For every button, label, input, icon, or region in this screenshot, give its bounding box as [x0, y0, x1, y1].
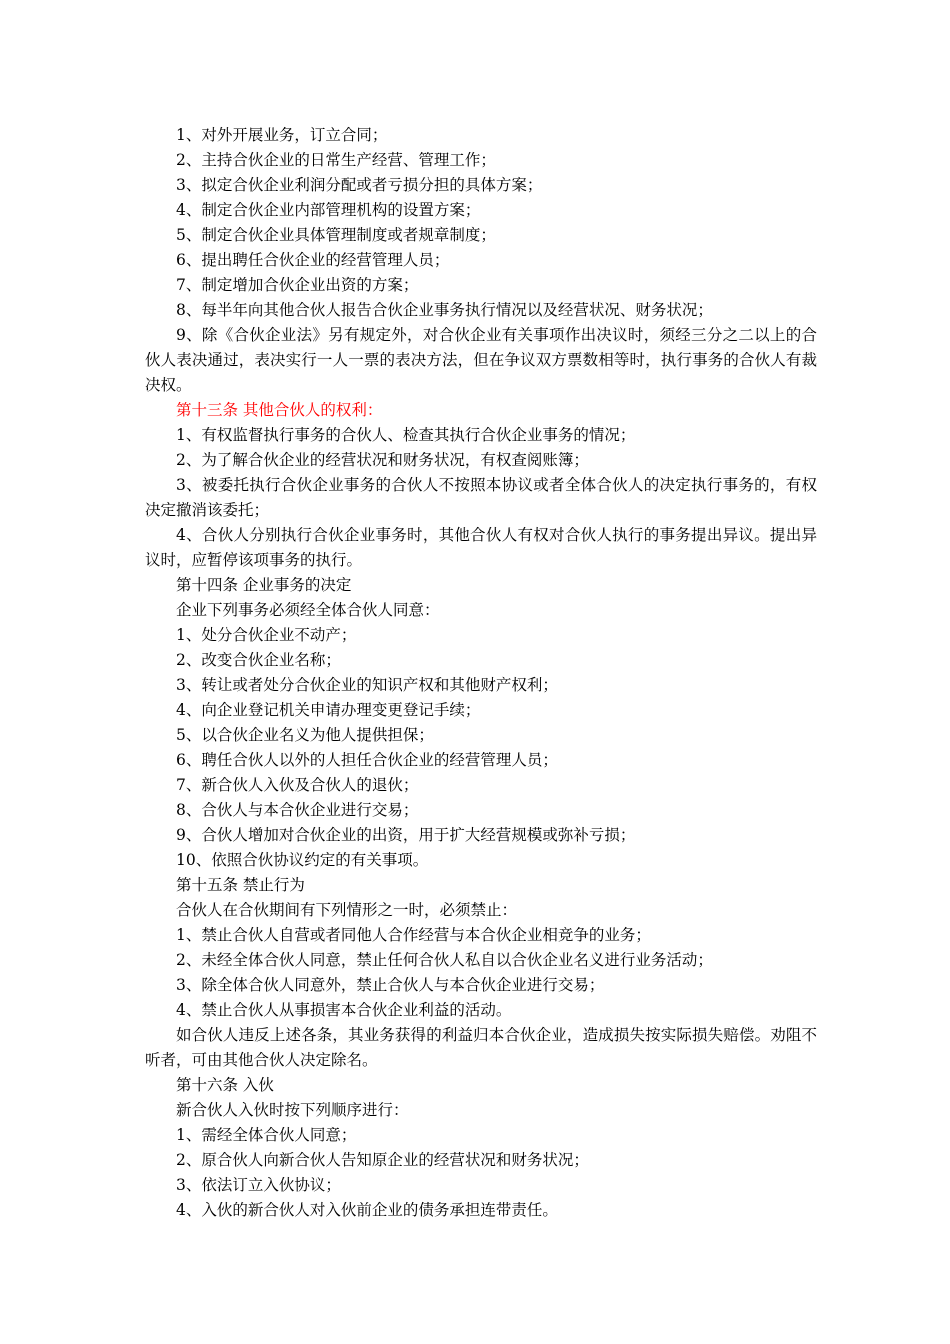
- list-item-10: 10、依照合伙协议约定的有关事项。: [176, 851, 429, 869]
- list-item-2: 2、为了解合伙企业的经营状况和财务状况，有权查阅账簿；: [176, 451, 589, 469]
- list-item-9: 9、合伙人增加对合伙企业的出资，用于扩大经营规模或弥补亏损；: [176, 826, 636, 844]
- list-item-3: 3、除全体合伙人同意外，禁止合伙人与本合伙企业进行交易；: [176, 976, 605, 994]
- list-item-5: 5、以合伙企业名义为他人提供担保；: [176, 726, 434, 744]
- list-item-5: 5、制定合伙企业具体管理制度或者规章制度；: [176, 226, 496, 244]
- list-item-2: 2、未经全体合伙人同意，禁止任何合伙人私自以合伙企业名义进行业务活动；: [176, 951, 713, 969]
- list-item-1: 1、需经全体合伙人同意；: [176, 1126, 357, 1144]
- list-item-3: 3、依法订立入伙协议；: [176, 1176, 341, 1194]
- list-item-6: 6、聘任合伙人以外的人担任合伙企业的经营管理人员；: [176, 751, 558, 769]
- list-item-3: 3、转让或者处分合伙企业的知识产权和其他财产权利；: [176, 676, 558, 694]
- list-item-1: 1、对外开展业务，订立合同；: [176, 126, 388, 144]
- article-14-intro: 企业下列事务必须经全体合伙人同意：: [176, 601, 440, 619]
- article-14-heading: 第十四条 企业事务的决定: [176, 576, 352, 594]
- article-15-heading: 第十五条 禁止行为: [176, 876, 305, 894]
- list-item-4: 4、向企业登记机关申请办理变更登记手续；: [176, 701, 481, 719]
- list-item-2: 2、改变合伙企业名称；: [176, 651, 341, 669]
- list-item-8: 8、合伙人与本合伙企业进行交易；: [176, 801, 419, 819]
- list-item-1: 1、禁止合伙人自营或者同他人合作经营与本合伙企业相竞争的业务；: [176, 926, 651, 944]
- article-13-heading: 第十三条 其他合伙人的权利：: [176, 401, 383, 419]
- list-item-4: 4、合伙人分别执行合伙企业事务时，其他合伙人有权对合伙人执行的事务提出异议。提出异议时，应暂停该项事务的执行。: [145, 526, 817, 569]
- list-item-7: 7、制定增加合伙企业出资的方案；: [176, 276, 419, 294]
- list-item-4: 4、禁止合伙人从事损害本合伙企业利益的活动。: [176, 1001, 512, 1019]
- list-item-3: 3、拟定合伙企业利润分配或者亏损分担的具体方案；: [176, 176, 543, 194]
- article-16-heading: 第十六条 入伙: [176, 1076, 274, 1094]
- list-item-1: 1、处分合伙企业不动产；: [176, 626, 357, 644]
- list-item-6: 6、提出聘任合伙企业的经营管理人员；: [176, 251, 450, 269]
- article-15-penalty: 如合伙人违反上述各条，其业务获得的利益归本合伙企业，造成损失按实际损失赔偿。劝阻不听者，可由其他合伙人决定除名。: [145, 1026, 817, 1069]
- article-16-intro: 新合伙人入伙时按下列顺序进行：: [176, 1101, 409, 1119]
- list-item-2: 2、主持合伙企业的日常生产经营、管理工作；: [176, 151, 496, 169]
- list-item-2: 2、原合伙人向新合伙人告知原企业的经营状况和财务状况；: [176, 1151, 589, 1169]
- list-item-7: 7、新合伙人入伙及合伙人的退伙；: [176, 776, 419, 794]
- article-15-intro: 合伙人在合伙期间有下列情形之一时，必须禁止：: [176, 901, 518, 919]
- list-item-8: 8、每半年向其他合伙人报告合伙企业事务执行情况以及经营状况、财务状况；: [176, 301, 713, 319]
- list-item-1: 1、有权监督执行事务的合伙人、检查其执行合伙企业事务的情况；: [176, 426, 636, 444]
- document-body: [145, 123, 817, 1223]
- list-item-4: 4、制定合伙企业内部管理机构的设置方案；: [176, 201, 481, 219]
- list-item-4: 4、入伙的新合伙人对入伙前企业的债务承担连带责任。: [176, 1201, 558, 1219]
- list-item-3: 3、被委托执行合伙企业事务的合伙人不按照本协议或者全体合伙人的决定执行事务的，有权决定撤消该委托；: [145, 476, 817, 519]
- list-item-9: 9、除《合伙企业法》另有规定外，对合伙企业有关事项作出决议时，须经三分之二以上的合伙人表决通过，表决实行一人一票的表决方法，但在争议双方票数相等时，执行事务的合伙人有裁决权。: [145, 326, 817, 394]
